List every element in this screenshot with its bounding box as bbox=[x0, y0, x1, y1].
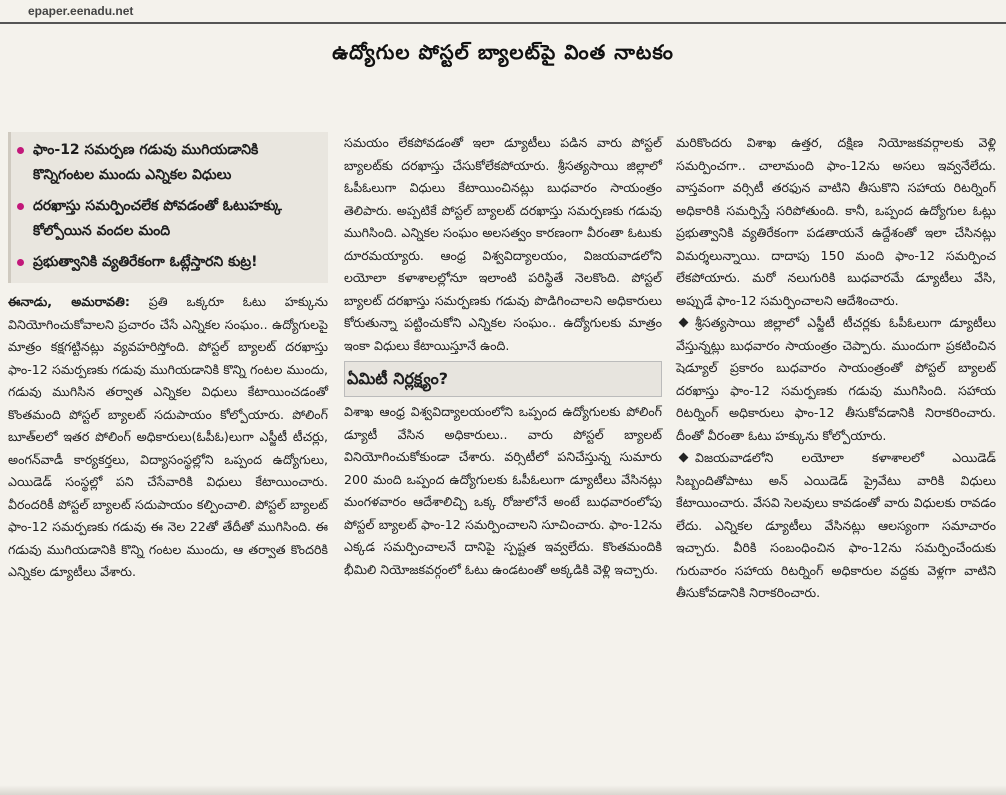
article-paragraph bbox=[8, 291, 328, 584]
column-1 bbox=[8, 132, 328, 584]
diamond-bullet-icon bbox=[679, 453, 689, 463]
article-paragraph: సమయం లేకపోవడంతో ఇలా డ్యూటీలు పడిన వారు పోస్టల్ బ్యాలట్‌కు దరఖాస్తు చేసుకోలేకపోయారు. శ్రీసత్యసాయి జిల్లాలో ఓపీఓలుగా విధులు కేటాయించినట్లు బుధవారం సాయంత్రం తెలిపారు. అప్పటికే పోస్టల్ బ్యాలట్ దరఖాస్తు సమర్పణకు గడువు ముగిసింది. ఎన్నికల సంఘం అలసత్వం కారణంగా వీరంతా ఓటుకు దూరమయ్యారు. ఆంధ్ర విశ్వవిద్యాలయం, విజయవాడలోని లయోలా కళాశాలల్లోనూ ఇలాంటి పరిస్థితే నెలకొంది. పోస్టల్ బ్యాలట్ దరఖాస్తు సమర్పణకు గడువు పొడిగించాలని అధికారులు కోరుతున్నా పట్టించుకోని ఎన్నికల సంఘం.. ఉద్యోగులకు మాత్రం ఇంకా విధులు కేటాయిస్తూనే ఉంది. bbox=[344, 135, 662, 353]
column-2 bbox=[344, 132, 662, 581]
highlights-box bbox=[8, 132, 328, 283]
article-paragraph bbox=[676, 312, 996, 447]
highlight-text: ఫాం-12 సమర్పణ గడువు ముగియడానికి కొన్నిగంటల ముందు ఎన్నికల విధులు bbox=[33, 142, 259, 183]
bullet-icon bbox=[17, 259, 24, 266]
bullet-icon bbox=[17, 147, 24, 154]
source-url: epaper.eenadu.net bbox=[28, 4, 134, 18]
diamond-bullet-icon bbox=[679, 318, 689, 328]
article-text: విజయవాడలోని లయోలా కళాశాలలో ఎయిడెడ్ సిబ్బందితోపాటు అన్ ఎయిడెడ్ ప్రైవేటు వారికి విధులు కేటాయించారు. వేసవి సెలవులు కావడంతో వారు విధులకు రావడం లేదు. ఎన్నికల డ్యూటీలు వేసినట్లు ఆలస్యంగా సమాచారం ఇచ్చారు. వీరికి సంబంధించిన ఫాం-12ను సమర్పించేందుకు గురువారం సహాయ రిటర్నింగ్ అధికారుల వద్దకు వెళ్లగా వాటిని తీసుకోవడానికి నిరాకరించారు. bbox=[676, 450, 996, 600]
highlight-item bbox=[15, 138, 322, 188]
highlight-item bbox=[15, 250, 322, 275]
subheading: ఏమిటీ నిర్లక్ష్యం? bbox=[344, 361, 662, 397]
article-paragraph: విశాఖ ఆంధ్ర విశ్వవిద్యాలయంలోని ఒప్పంద ఉద్యోగులకు పోలింగ్ డ్యూటీ వేసిన అధికారులు.. వారు పోస్టల్ బ్యాలట్ వినియోగించుకోకుండా చేశారు. వర్సిటీలో పనిచేస్తున్న సుమారు 200 మంది ఒప్పంద ఉద్యోగులకు ఓపీఓలుగా డ్యూటీలు వేసినట్లు మంగళవారం ఆదేశాలిచ్చి ఒక్క రోజులోనే అంటే బుధవారంలోపు పోస్టల్ బ్యాలట్ ఫాం-12 సమర్పించాలని సూచించారు. ఫాం-12ను ఎక్కడ సమర్పించాలనే దానిపై స్పష్టత ఇవ్వలేదు. కొంతమందికి భీమిలి నియోజకవర్గంలో ఓటు ఉండటంతో అక్కడికి వెళ్లి ఇచ్చారు. bbox=[344, 404, 662, 577]
headline: ఉద్యోగుల పోస్టల్ బ్యాలట్‌పై వింత నాటకం bbox=[332, 40, 674, 64]
byline: ఈనాడు, అమరావతి: bbox=[8, 294, 130, 309]
column-3 bbox=[676, 132, 996, 605]
page-bottom-edge bbox=[0, 785, 1006, 795]
bullet-icon bbox=[17, 203, 24, 210]
highlight-item bbox=[15, 194, 322, 244]
top-rule bbox=[0, 22, 1006, 24]
highlight-text: దరఖాస్తు సమర్పించలేక పోవడంతో ఓటుహక్కు కోల్పోయిన వందల మంది bbox=[33, 198, 282, 239]
article-paragraph bbox=[676, 447, 996, 605]
article-text: ప్రతి ఒక్కరూ ఓటు హక్కును వినియోగించుకోవాలని ప్రచారం చేసే ఎన్నికల సంఘం.. ఉద్యోగులపై మాత్రం కక్షగట్టినట్లు వ్యవహరిస్తోంది. పోస్టల్ బ్యాలట్ దరఖాస్తు ఫాం-12 సమర్పణకు గడువు ముగియడానికి కొన్ని గంటల ముందు, గడువు ముగిసిన తర్వాత ఎన్నికల విధులు కేటాయించడంతో కొంతమంది పోస్టల్ బ్యాలట్ సదుపాయం కోల్పోయారు. పోలింగ్ బూత్‌లలో ఇతర పోలింగ్ అధికారులు(ఓపీఓ)లుగా ఎస్జీటీ టీచర్లు, అంగన్‌వాడీ కార్యకర్తలు, విద్యాసంస్థల్లోని ఒప్పంద ఉద్యోగులు, ఎయిడెడ్ సంస్థల్లో పని చేసేవారికి విధులు కేటాయించారు. వీరందరికీ పోస్టల్ బ్యాలట్ సదుపాయం కల్పించాలి. పోస్టల్ బ్యాలట్ ఫాం-12 సమర్పణకు గడువు ఈ నెల 22తో తేదీతో ముగిసింది. ఈ గడువు ముగియడానికి కొన్ని గంటల ముందు, ఆ తర్వాత కొందరికి ఎన్నికల డ్యూటీలు వేశారు. bbox=[8, 294, 328, 579]
article-text: శ్రీసత్యసాయి జిల్లాలో ఎస్జీటీ టీచర్లకు ఓపీఓలుగా డ్యూటీలు వేస్తున్నట్లు బుధవారం సాయంత్రం చెప్పారు. ముందుగా ప్రకటించిన షెడ్యూల్ ప్రకారం బుధవారం సాయంత్రంతో పోస్టల్ బ్యాలట్ దరఖాస్తు ఫాం-12 సమర్పణకు గడువు ముగిసింది. సహాయ రిటర్నింగ్ అధికారులు ఫాం-12 తీసుకోవడానికి నిరాకరించారు. దీంతో వీరంతా ఓటు హక్కును కోల్పోయారు. bbox=[676, 315, 996, 443]
article-paragraph: మరికొందరు విశాఖ ఉత్తర, దక్షిణ నియోజకవర్గాలకు వెళ్లి సమర్పించగా.. చాలామంది ఫాం-12ను అసలు ఇవ్వనేలేదు. వాస్తవంగా వర్సిటీ తరఫున వాటిని తీసుకొని సహాయ రిటర్నింగ్ అధికారికి సమర్పిస్తే సరిపోతుంది. కానీ, ఒప్పంద ఉద్యోగుల ఓట్లు ప్రభుత్వానికి వ్యతిరేకంగా పడతాయనే ఉద్దేశంతో ఇలా చేసినట్లు విమర్శలున్నాయి. దాదాపు 150 మంది ఫాం-12 సమర్పించ లేకపోయారు. మరో నలుగురికి బుధవారమే డ్యూటీలు వేసి, అప్పుడే ఫాం-12 సమర్పించాలని ఆదేశించారు. bbox=[676, 135, 996, 308]
highlight-text: ప్రభుత్వానికి వ్యతిరేకంగా ఓట్లేస్తారని కుట్ర! bbox=[33, 254, 258, 270]
